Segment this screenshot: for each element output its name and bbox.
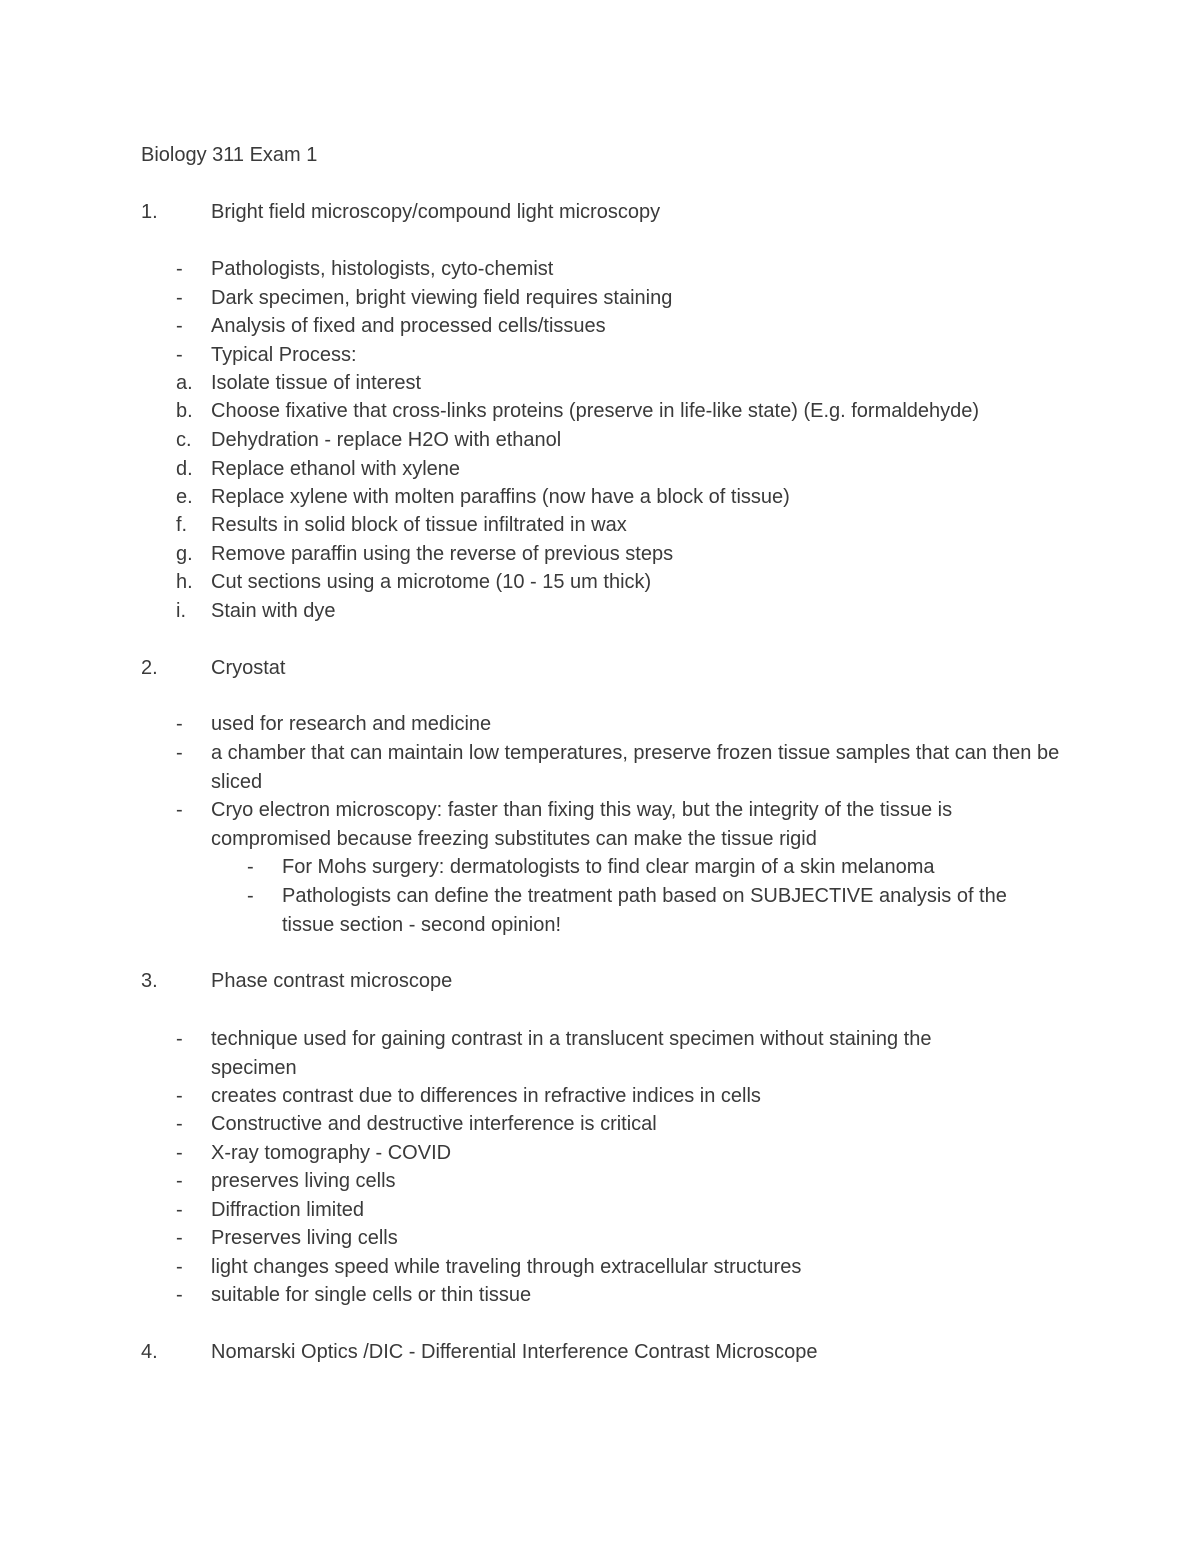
- step-text: Replace xylene with molten paraffins (now have a block of tissue): [211, 486, 790, 508]
- bullet-dash: -: [176, 1256, 183, 1278]
- list-item: [0, 1196, 1200, 1224]
- list-item-text: a chamber that can maintain low temperatures, preserve frozen tissue samples that can then be sliced: [211, 742, 1060, 793]
- step-letter: i.: [176, 600, 186, 622]
- list-item: [0, 1082, 1200, 1110]
- list-item-text: creates contrast due to differences in refractive indices in cells: [211, 1085, 761, 1107]
- list-item-text: suitable for single cells or thin tissue: [211, 1284, 532, 1306]
- list-item-text: used for research and medicine: [211, 713, 492, 735]
- step-text: Dehydration - replace H2O with ethanol: [211, 429, 562, 451]
- bullet-dash: -: [176, 799, 183, 821]
- step-letter: e.: [176, 486, 193, 508]
- list-item-text: preserves living cells: [211, 1170, 396, 1192]
- sub-list-item: [0, 882, 1200, 939]
- bullet-dash: -: [176, 258, 183, 280]
- section-number: 3.: [141, 970, 158, 992]
- sub-list-item: [0, 853, 1200, 881]
- list-item-text: Diffraction limited: [211, 1199, 365, 1221]
- section-heading-4: [0, 1338, 1200, 1366]
- step-text: Stain with dye: [211, 600, 336, 622]
- list-item: [0, 1110, 1200, 1138]
- bullet-dash: -: [176, 1199, 183, 1221]
- bullet-dash: -: [247, 885, 254, 907]
- step-text: Replace ethanol with xylene: [211, 458, 461, 480]
- process-step: [0, 597, 1200, 625]
- list-item: [0, 284, 1200, 312]
- bullet-dash: -: [176, 742, 183, 764]
- bullet-dash: -: [247, 856, 254, 878]
- list-item-text: Dark specimen, bright viewing field requires staining: [211, 287, 673, 309]
- list-item: [0, 312, 1200, 340]
- bullet-dash: -: [176, 287, 183, 309]
- section-title: Nomarski Optics /DIC - Differential Interference Contrast Microscope: [211, 1341, 818, 1363]
- bullet-dash: -: [176, 1142, 183, 1164]
- step-letter: f.: [176, 514, 188, 536]
- list-item-text: Constructive and destructive interference is critical: [211, 1113, 657, 1135]
- bullet-dash: -: [176, 1227, 183, 1249]
- process-step: [0, 540, 1200, 568]
- bullet-dash: -: [176, 1028, 183, 1050]
- bullet-dash: -: [176, 1085, 183, 1107]
- list-item: [0, 1139, 1200, 1167]
- process-step: [0, 568, 1200, 596]
- list-item: [0, 341, 1200, 369]
- section-title: Bright field microscopy/compound light microscopy: [211, 201, 661, 223]
- list-item-text: Typical Process:: [211, 344, 357, 366]
- list-item: [0, 1281, 1200, 1309]
- process-step: [0, 483, 1200, 511]
- section-title: Phase contrast microscope: [211, 970, 453, 992]
- step-letter: b.: [176, 400, 193, 422]
- list-item-text: Preserves living cells: [211, 1227, 398, 1249]
- step-letter: c.: [176, 429, 192, 451]
- process-step: [0, 397, 1200, 425]
- list-item-text: light changes speed while traveling through extracellular structures: [211, 1256, 802, 1278]
- section-heading-1: [0, 198, 1200, 226]
- list-item: [0, 710, 1200, 738]
- list-item: [0, 1253, 1200, 1281]
- list-item: [0, 1025, 1200, 1082]
- list-item: [0, 796, 1200, 853]
- list-item-text: technique used for gaining contrast in a translucent specimen without staining the specimen: [211, 1028, 932, 1079]
- section-title: Cryostat: [211, 657, 286, 679]
- section-heading-2: [0, 654, 1200, 682]
- list-item-text: Analysis of fixed and processed cells/tissues: [211, 315, 606, 337]
- sub-list-item-text: For Mohs surgery: dermatologists to find clear margin of a skin melanoma: [282, 856, 935, 878]
- process-step: [0, 369, 1200, 397]
- list-item: [0, 739, 1200, 796]
- step-text: Isolate tissue of interest: [211, 372, 422, 394]
- bullet-dash: -: [176, 713, 183, 735]
- step-text: Remove paraffin using the reverse of previous steps: [211, 543, 674, 565]
- step-letter: a.: [176, 372, 193, 394]
- list-item-text: X-ray tomography - COVID: [211, 1142, 452, 1164]
- step-text: Cut sections using a microtome (10 - 15 um thick): [211, 571, 652, 593]
- step-letter: h.: [176, 571, 193, 593]
- process-step: [0, 426, 1200, 454]
- list-item-text: Pathologists, histologists, cyto-chemist: [211, 258, 554, 280]
- process-step: [0, 511, 1200, 539]
- step-text: Results in solid block of tissue infiltrated in wax: [211, 514, 627, 536]
- sub-list-item-text: Pathologists can define the treatment path based on SUBJECTIVE analysis of the tissue section - second opinion!: [282, 885, 1007, 936]
- document-title: Biology 311 Exam 1: [141, 144, 318, 166]
- bullet-dash: -: [176, 1113, 183, 1135]
- list-item: [0, 1167, 1200, 1195]
- bullet-dash: -: [176, 315, 183, 337]
- bullet-dash: -: [176, 1284, 183, 1306]
- section-number: 4.: [141, 1341, 158, 1363]
- list-item: [0, 1224, 1200, 1252]
- bullet-dash: -: [176, 1170, 183, 1192]
- section-number: 1.: [141, 201, 158, 223]
- section-heading-3: [0, 967, 1200, 995]
- step-text: Choose fixative that cross-links proteins (preserve in life-like state) (E.g. formaldehyde): [211, 400, 980, 422]
- list-item: [0, 255, 1200, 283]
- bullet-dash: -: [176, 344, 183, 366]
- list-item-text: Cryo electron microscopy: faster than fixing this way, but the integrity of the tissue is compromised because freezing substitutes can make the tissue rigid: [211, 799, 953, 850]
- step-letter: g.: [176, 543, 193, 565]
- section-number: 2.: [141, 657, 158, 679]
- process-step: [0, 455, 1200, 483]
- step-letter: d.: [176, 458, 193, 480]
